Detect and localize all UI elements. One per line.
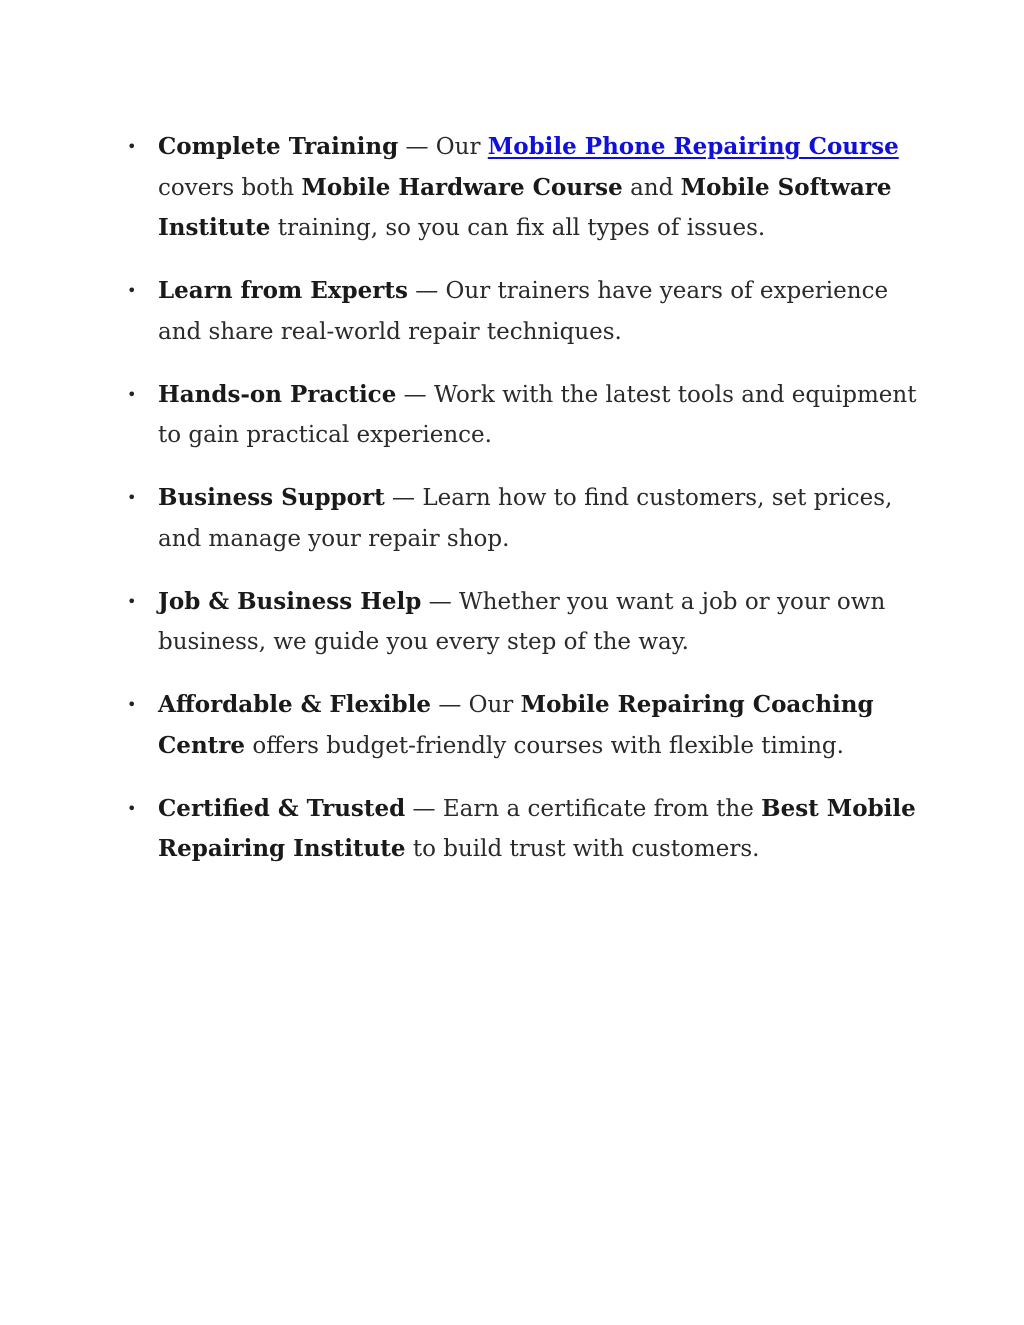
list-item-business-support <box>127 478 918 559</box>
item-separator: — <box>421 588 460 615</box>
list-item-complete-training <box>127 127 918 249</box>
list-item-learn-from-experts <box>127 271 918 352</box>
item-title: Business Support <box>158 484 385 511</box>
item-text: Our <box>468 692 521 718</box>
item-text: Work with the latest tools and equipment to gain practical experience. <box>158 381 917 448</box>
item-text: training, so you can fix all types of issues. <box>270 215 766 241</box>
item-bold-text: Mobile Hardware Course <box>301 173 623 201</box>
item-text: Our trainers have years of experience and share real-world repair techniques. <box>158 278 889 345</box>
list-item-affordable-flexible <box>127 685 918 766</box>
list-item-hands-on-practice <box>127 375 918 456</box>
bullet-icon: • <box>127 695 137 714</box>
list-item-certified-trusted <box>127 789 918 870</box>
bullet-icon: • <box>127 137 137 156</box>
item-bold-text: Mobile Repairing Coaching Centre <box>158 691 874 759</box>
item-text: offers budget-friendly courses with flexible timing. <box>245 732 844 759</box>
item-text: Learn how to find customers, set prices, and manage your repair shop. <box>158 485 893 552</box>
item-title: Job & Business Help <box>158 587 422 615</box>
list-item-job-business-help <box>127 582 918 663</box>
item-title: Learn from Experts <box>158 277 408 304</box>
item-separator: — <box>384 485 423 511</box>
feature-list <box>127 127 918 892</box>
item-title: Certified & Trusted <box>158 794 406 822</box>
bullet-icon: • <box>127 281 137 300</box>
item-separator: — <box>405 795 443 822</box>
item-separator: — <box>407 278 446 304</box>
item-title: Hands-on Practice <box>158 380 397 408</box>
bullet-icon: • <box>127 591 137 611</box>
item-separator: — <box>431 692 469 718</box>
item-bold-text: Best Mobile Repairing Institute <box>158 794 916 862</box>
bullet-icon: • <box>127 384 137 404</box>
item-separator: — <box>396 381 434 408</box>
item-text: covers both <box>158 174 302 201</box>
item-title: Affordable & Flexible <box>158 691 432 718</box>
bullet-icon: • <box>127 798 137 818</box>
item-text: Whether you want a job or your own business, we guide you every step of the way. <box>158 588 886 655</box>
item-text: and <box>622 174 681 201</box>
mobile-phone-repairing-course-link[interactable]: Mobile Phone Repairing Course <box>487 133 899 160</box>
item-bold-text: Mobile Software Institute <box>158 173 892 241</box>
item-title: Complete Training <box>158 133 399 160</box>
bullet-icon: • <box>127 488 137 507</box>
item-separator: — <box>398 134 436 160</box>
item-text: Earn a certificate from the <box>442 795 762 822</box>
item-text: to build trust with customers. <box>405 836 760 862</box>
item-text: Our <box>435 134 488 160</box>
